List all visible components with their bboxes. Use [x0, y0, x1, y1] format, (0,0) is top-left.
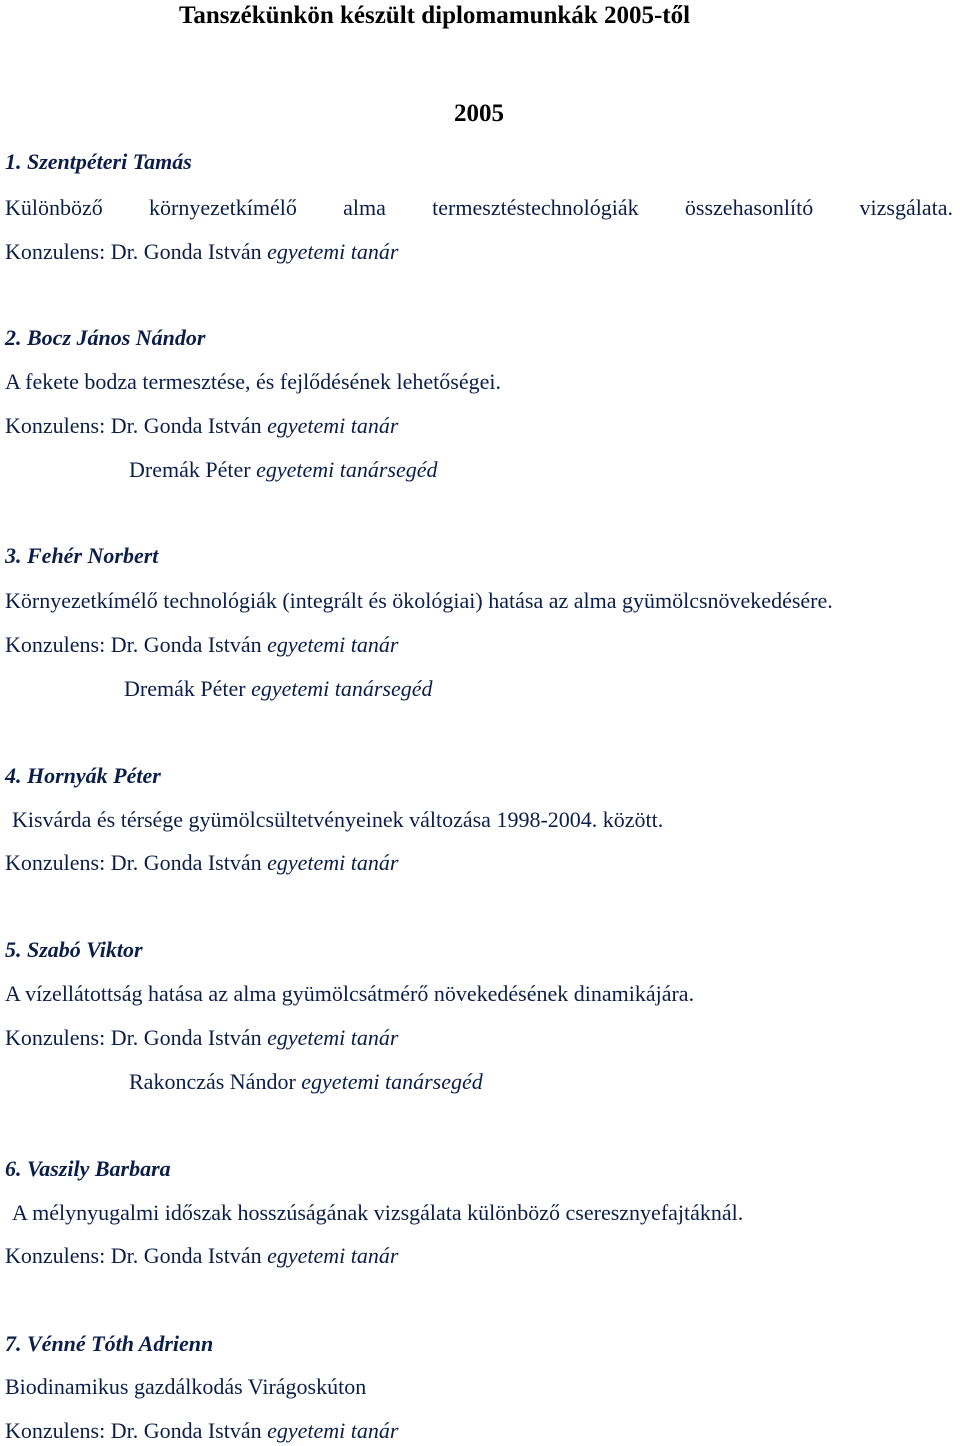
consultant-line	[124, 678, 433, 700]
consultant-role: egyetemi tanár	[267, 1025, 399, 1050]
consultant-line	[5, 1245, 398, 1267]
consultant-role: egyetemi tanár	[267, 413, 399, 438]
topic-word: termesztéstechnológiák	[432, 195, 639, 220]
entry-heading: 5. Szabó Viktor	[5, 937, 143, 962]
entry-heading: 6. Vaszily Barbara	[5, 1156, 171, 1181]
consultant-line	[5, 634, 398, 656]
entry-heading: 1. Szentpéteri Tamás	[5, 149, 192, 174]
consultant-name: Dremák Péter	[129, 457, 251, 482]
entry-heading: 4. Hornyák Péter	[5, 763, 161, 788]
page-title: Tanszékünkön készült diplomamunkák 2005-től	[179, 2, 691, 29]
entry-heading: 2. Bocz János Nándor	[5, 325, 206, 350]
consultant-line	[5, 1027, 398, 1049]
entry-topic: A vízellátottság hatása az alma gyümölcsátmérő növekedésének dinamikájára.	[5, 981, 695, 1006]
topic-word: környezetkímélő	[149, 195, 297, 220]
entry-topic: Kisvárda és térsége gyümölcsültetvényeinek változása 1998-2004. között.	[12, 807, 664, 832]
consultant-name: Konzulens: Dr. Gonda István	[5, 850, 262, 875]
entry-heading: 7. Vénné Tóth Adrienn	[5, 1331, 214, 1356]
consultant-role: egyetemi tanársegéd	[251, 676, 433, 701]
consultant-name: Konzulens: Dr. Gonda István	[5, 239, 262, 264]
consultant-role: egyetemi tanár	[267, 239, 399, 264]
entry-topic: Biodinamikus gazdálkodás Virágoskúton	[5, 1374, 367, 1399]
year-heading: 2005	[454, 100, 504, 127]
entry-topic	[5, 197, 953, 219]
consultant-name: Konzulens: Dr. Gonda István	[5, 1025, 262, 1050]
consultant-name: Konzulens: Dr. Gonda István	[5, 1418, 262, 1443]
entry-heading: 3. Fehér Norbert	[5, 543, 159, 568]
consultant-role: egyetemi tanár	[267, 632, 399, 657]
topic-word: alma	[343, 195, 386, 220]
topic-word: összehasonlító	[684, 195, 814, 220]
consultant-role: egyetemi tanársegéd	[256, 457, 438, 482]
consultant-name: Konzulens: Dr. Gonda István	[5, 632, 262, 657]
consultant-line	[5, 1420, 398, 1442]
entry-topic: A fekete bodza termesztése, és fejlődésének lehetőségei.	[5, 369, 501, 394]
consultant-name: Dremák Péter	[124, 676, 246, 701]
topic-word: Különböző	[5, 195, 103, 220]
consultant-line	[129, 459, 438, 481]
consultant-line	[5, 415, 398, 437]
consultant-role: egyetemi tanársegéd	[301, 1069, 483, 1094]
consultant-role: egyetemi tanár	[267, 1243, 399, 1268]
consultant-line	[5, 852, 398, 874]
consultant-name: Rakonczás Nándor	[129, 1069, 296, 1094]
topic-word: vizsgálata.	[859, 195, 953, 220]
consultant-role: egyetemi tanár	[267, 850, 399, 875]
entry-topic: Környezetkímélő technológiák (integrált és ökológiai) hatása az alma gyümölcsnövekedésére.	[5, 588, 833, 613]
consultant-name: Konzulens: Dr. Gonda István	[5, 413, 262, 438]
entry-topic: A mélynyugalmi időszak hosszúságának vizsgálata különböző cseresznyefajtáknál.	[12, 1200, 744, 1225]
consultant-line	[5, 241, 398, 263]
consultant-role: egyetemi tanár	[267, 1418, 399, 1443]
consultant-line	[129, 1071, 483, 1093]
consultant-name: Konzulens: Dr. Gonda István	[5, 1243, 262, 1268]
